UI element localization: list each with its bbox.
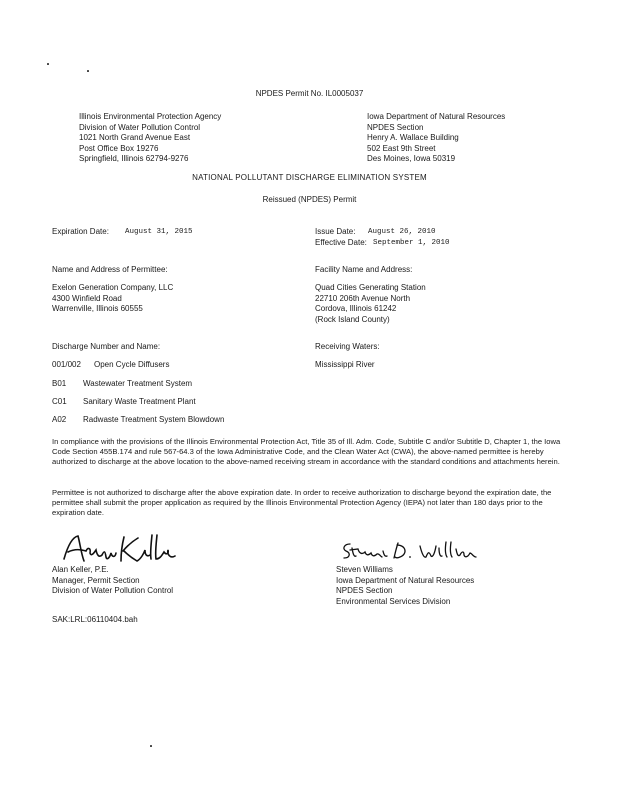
illinois-agency-line: 1021 North Grand Avenue East: [79, 133, 191, 142]
permit-type: Reissued (NPDES) Permit: [262, 195, 357, 204]
facility-label: Facility Name and Address:: [315, 265, 413, 274]
discharge-number: B01: [52, 379, 67, 388]
scan-speck: [47, 63, 49, 65]
discharge-name: Wastewater Treatment System: [83, 379, 193, 388]
illinois-agency-line: Division of Water Pollution Control: [79, 122, 201, 132]
expiration-label: Expiration Date:: [52, 227, 109, 236]
effective-date: September 1, 2010: [373, 239, 450, 247]
right-signatory-line: NPDES Section: [336, 586, 393, 595]
iowa-agency-line: Des Moines, Iowa 50319: [367, 154, 456, 163]
facility-address: [315, 283, 426, 325]
facility-line: Cordova, Illinois 61242: [315, 304, 397, 313]
effective-label: Effective Date:: [315, 238, 367, 247]
document-title: NATIONAL POLLUTANT DISCHARGE ELIMINATION SYSTEM: [192, 173, 427, 182]
discharge-number: A02: [52, 415, 67, 424]
right-signature: [336, 536, 486, 566]
expiration-date: August 31, 2015: [125, 228, 193, 236]
discharge-name: Open Cycle Diffusers: [94, 360, 170, 369]
facility-line: (Rock Island County): [315, 314, 390, 324]
receiving-waters: Mississippi River: [315, 360, 375, 369]
permit-number: NPDES Permit No. IL0005037: [255, 89, 364, 98]
permittee-label: Name and Address of Permittee:: [52, 265, 168, 274]
permittee-line: 4300 Winfield Road: [52, 293, 122, 303]
iowa-agency-line: 502 East 9th Street: [367, 143, 436, 153]
illinois-agency-line: Illinois Environmental Protection Agency: [79, 112, 222, 121]
scan-speck: [150, 745, 152, 747]
facility-line: Quad Cities Generating Station: [315, 283, 426, 292]
facility-line: 22710 206th Avenue North: [315, 293, 411, 303]
issue-date: August 26, 2010: [368, 228, 436, 236]
renewal-paragraph: Permittee is not authorized to discharge after the above expiration date. In order to receive authorization to discharge beyond the expiration date, the permittee shall submit the proper application as required by the Illinois Environmental Protection Agency (IEPA) not later than 180 days prior to the expiration date.: [52, 488, 552, 518]
left-signatory-line: Alan Keller, P.E.: [52, 565, 109, 574]
reference-code: SAK:LRL:06110404.bah: [52, 615, 138, 624]
issue-label: Issue Date:: [315, 227, 356, 236]
discharge-name: Sanitary Waste Treatment Plant: [83, 397, 196, 406]
permittee-address: [52, 283, 173, 315]
iowa-agency-line: Henry A. Wallace Building: [367, 133, 459, 142]
iowa-agency-block: [367, 112, 505, 165]
right-signatory-line: Steven Williams: [336, 565, 393, 574]
permittee-line: Warrenville, Illinois 60555: [52, 304, 143, 313]
illinois-agency-block: [79, 112, 221, 165]
right-signatory-line: Environmental Services Division: [336, 596, 451, 606]
iowa-agency-line: NPDES Section: [367, 122, 424, 132]
iowa-agency-line: Iowa Department of Natural Resources: [367, 112, 506, 121]
receiving-label: Receiving Waters:: [315, 342, 380, 351]
discharge-number: C01: [52, 397, 67, 406]
left-signatory-line: Manager, Permit Section: [52, 575, 140, 585]
scan-speck: [87, 70, 89, 72]
illinois-agency-line: Post Office Box 19276: [79, 143, 159, 153]
left-signature: [58, 531, 188, 567]
permittee-line: Exelon Generation Company, LLC: [52, 283, 174, 292]
compliance-paragraph: In compliance with the provisions of the Illinois Environmental Protection Act, Title 35 of Ill. Adm. Code, Subtitle C and/or Subtitle D, Chapter 1, the Iowa Code Section 455B.174 and rule 567-64.3 of the Iowa Administrative Code, and the Clean Water Act (CWA), the above-named permittee is hereby authorized to discharge at the above location to the above-named receiving stream in accordance with the standard conditions and attachments herein.: [52, 437, 561, 467]
discharge-number: 001/002: [52, 360, 81, 369]
discharge-name: Radwaste Treatment System Blowdown: [83, 415, 225, 424]
left-signatory: [52, 565, 173, 597]
left-signatory-line: Division of Water Pollution Control: [52, 586, 174, 595]
right-signatory: [336, 565, 474, 607]
discharge-label: Discharge Number and Name:: [52, 342, 161, 351]
illinois-agency-line: Springfield, Illinois 62794-9276: [79, 154, 189, 163]
right-signatory-line: Iowa Department of Natural Resources: [336, 575, 475, 585]
